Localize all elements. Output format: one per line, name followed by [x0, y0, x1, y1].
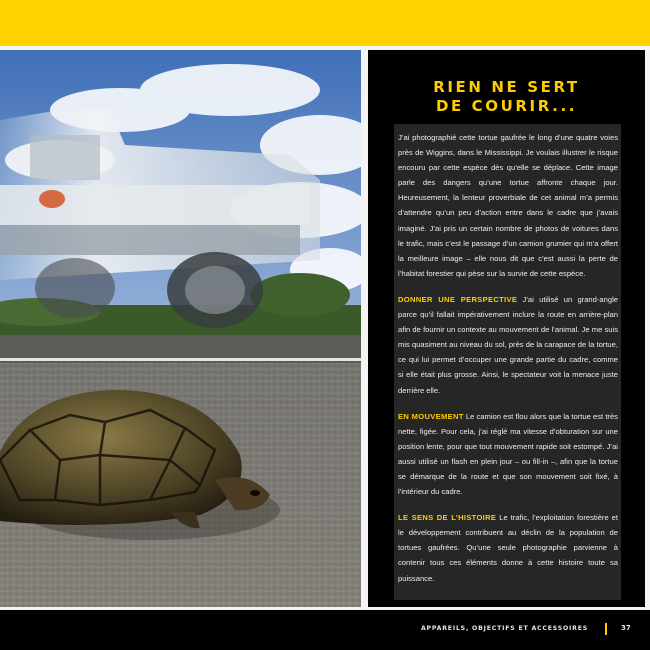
intro-paragraph: J’ai photographié cette tortue gaufrée le long d’une quatre voies près de Wiggins, dans le Mississippi. Je voulais illustrer le risque encouru par cette espèce dès qu’elle se déplace. Cette image parle des dangers qu’une tortue affronte chaque jour. Heureusement, la lenteur proverbiale de cet animal m’a permis d’attendre qu’un peu d’action entre dans le cadre que j’avais imaginé. J’ai pris un certain nombre de photos de voitures dans le trafic, mais c’est le passage d’un camion grumier qui m’a offert la meilleure image – elle nous dit que c’est aussi la perte de l’habitat forestier qui pèse sur la survie de cette espèce.	[398, 133, 618, 278]
section-text: J’ai utilisé un grand-angle parce qu’il fallait impérativement inclure la route en arrière-plan afin de fournir un contexte au mouvement de l’animal. Je me suis mis quasiment au niveau du sol, près de la carapace de la tortue, ce qui lui permet d’occuper une grande partie du cadre, comme si elle était plus grosse. Ainsi, le spectateur voit la menace juste derrière elle.	[398, 294, 618, 395]
section-text: Le trafic, l’exploitation forestière et le développement contribuent au déclin de la population de tortues gaufrées. Qu’une seule photographie parvienne à contenir tous ces éléments donne à cette histoire toute sa puissance.	[398, 513, 618, 583]
section-mouvement	[398, 409, 618, 500]
page-footer	[0, 610, 650, 650]
section-heading: DONNER UNE PERSPECTIVE	[398, 294, 518, 304]
section-perspective	[398, 292, 618, 398]
article-body	[398, 130, 618, 597]
top-yellow-band	[0, 0, 650, 46]
text-panel	[368, 50, 645, 607]
section-text: Le camion est flou alors que la tortue est très nette, figée. Pour cela, j’ai réglé ma vitesse d’obturation sur une position lente, pour que tout mouvement rapide soit estompé. J’ai aussi utilisé un flash en plein jour – ou fill-in –, afin que la tortue se démarque de la route et que son mouvement soit fixé, à l’intérieur du cadre.	[398, 411, 618, 497]
page-number: 37	[621, 624, 631, 632]
section-histoire	[398, 510, 618, 585]
tortoise-truck-photo	[0, 50, 361, 607]
title-line-2: DE COURIR...	[435, 97, 578, 115]
footer-separator	[605, 623, 607, 635]
footer-section-label: APPAREILS, OBJECTIFS ET ACCESSOIRES	[420, 625, 588, 632]
section-heading: EN MOUVEMENT	[398, 411, 464, 421]
road-edge-line	[0, 358, 361, 361]
article-title	[368, 78, 645, 116]
section-heading: LE SENS DE L’HISTOIRE	[398, 513, 497, 523]
title-line-1: RIEN NE SERT	[433, 78, 580, 96]
